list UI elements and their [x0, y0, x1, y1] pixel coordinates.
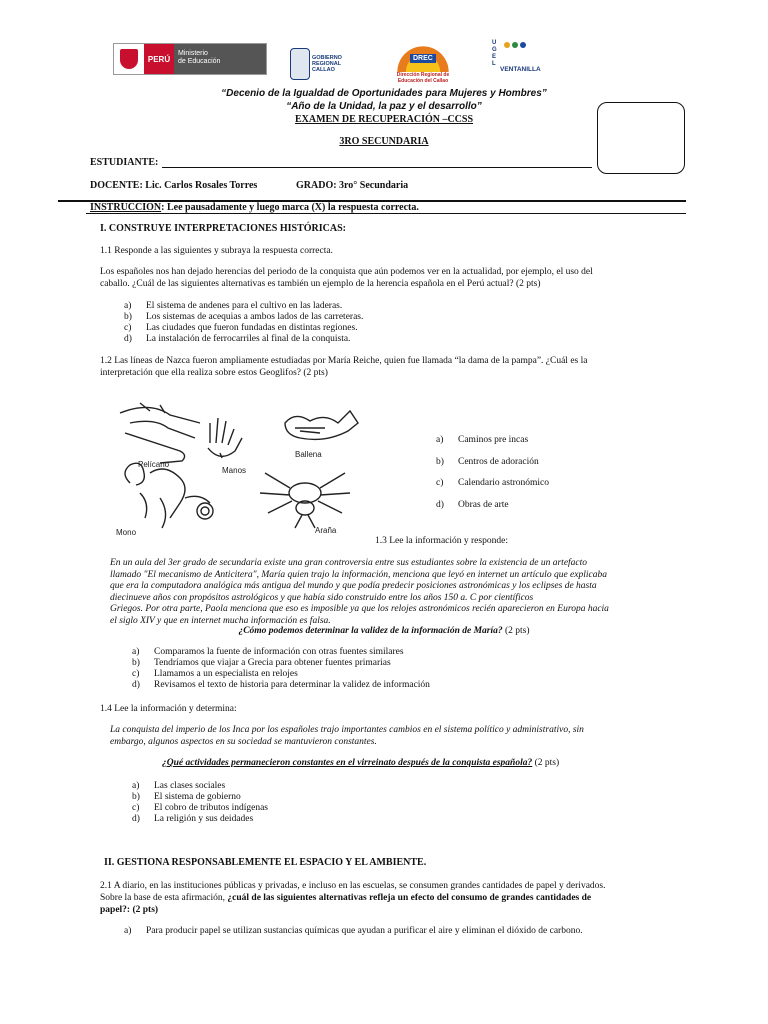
arana-glyph: [260, 473, 350, 528]
sun-icon: DREC: [393, 42, 453, 72]
q4-option[interactable]: b) El sistema de gobierno: [132, 792, 241, 802]
nazca-geoglyphs-figure: [110, 393, 362, 543]
q3-intro: 1.3 Lee la información y responde:: [375, 536, 508, 546]
q4-option[interactable]: a) Las clases sociales: [132, 781, 226, 791]
q1-option[interactable]: c) Las ciudades que fueron fundadas en distintas regiones.: [124, 323, 358, 333]
instruction-divider: [86, 213, 686, 214]
q2-option[interactable]: b) Centros de adoración: [436, 456, 539, 467]
motto-year: “Año de la Unidad, la paz y el desarrollo”: [286, 101, 482, 112]
q1-options: [124, 301, 363, 345]
q1-text: Los españoles nos han dejado herencias del periodo de la conquista que aún podemos ver en la actualidad, por ejemplo, el uso del caballo. ¿Cuál de las siguientes alternativas es también un ejemplo de la herencia española en el Perú actual? (2 pts): [100, 267, 593, 289]
teacher-label: DOCENTE: Lic. Carlos Rosales Torres: [90, 180, 258, 191]
q4-intro: 1.4 Lee la información y determina:: [100, 704, 237, 714]
q3-option[interactable]: d) Revisamos el texto de historia para determinar la validez de información: [132, 680, 430, 690]
label-arana: Araña: [315, 526, 337, 535]
q3-passage: En un aula del 3er grado de secundaria existe una gran controversia entre sus estudiantes sobre la existencia de un artefacto llamado "El mecanismo de Anticitera", María quien trajo la información, menciona que leyó en internet un artículo que explicaba que era la computadora analógica más antigua del mundo y que podía predecir posiciones astronómicas y los eclipses de hasta diecinueve años con propósitos astrológicos y que había sido construido entre los años 150 a. C por científicos Griegos. Por otra parte, Paola menciona que eso es imposible ya que los relojes astronómicos recién aparecieron en Europa hacia el siglo XIV y que en internet mucha información es falsa.: [110, 558, 609, 626]
q2-option[interactable]: d) Obras de arte: [436, 499, 509, 510]
q1-option[interactable]: b) Los sistemas de acequias a ambos lados de las carreteras.: [124, 312, 364, 322]
q3-options: [132, 647, 430, 691]
minedu-logo: [113, 43, 267, 75]
q2-option[interactable]: c) Calendario astronómico: [436, 478, 550, 488]
drec-logo: DREC Dirección Regional de Educación del Callao: [384, 42, 462, 88]
emblem-icon: [290, 48, 310, 80]
ugel-name: VENTANILLA: [500, 66, 541, 73]
exam-title: EXAMEN DE RECUPERACIÓN –CCSS: [294, 114, 474, 125]
score-box[interactable]: [597, 102, 685, 174]
label-manos: Manos: [222, 466, 247, 475]
ballena-glyph: [285, 411, 358, 439]
q2-option[interactable]: a) Caminos pre incas: [436, 435, 529, 445]
section1-title: I. CONSTRUYE INTERPRETACIONES HISTÓRICAS:: [100, 223, 346, 234]
q4-option[interactable]: c) El cobro de tributos indígenas: [132, 803, 268, 813]
q3-question: ¿Cómo podemos determinar la validez de la información de María? (2 pts): [238, 626, 530, 636]
q2-text: 1.2 Las líneas de Nazca fueron ampliamente estudiadas por María Reiche, quien fue llamada “la dama de la pampa”. ¿Cuál es la interpretación que ella realiza sobre estos Geoglifos? (2 pts): [100, 356, 588, 378]
grade-label: GRADO: 3ro° Secundaria: [296, 180, 409, 191]
q3-option[interactable]: a) Comparamos la fuente de información con otras fuentes similares: [132, 647, 404, 657]
s2-q1-option[interactable]: a) Para producir papel se utilizan sustancias químicas que ayudan a purificar el aire y eliminan el dióxido de carbono.: [124, 926, 583, 936]
pins-icon: [504, 42, 530, 60]
peru-shield-icon: [114, 44, 144, 74]
motto-decade: “Decenio de la Igualdad de Oportunidades para Mujeres y Hombres”: [221, 88, 547, 99]
label-mono: Mono: [116, 528, 137, 537]
q1-intro: 1.1 Responde a las siguientes y subraya la respuesta correcta.: [100, 246, 333, 256]
q4-passage: La conquista del imperio de los Inca por los españoles trajo importantes cambios en el sistema político y administrativo, sin embargo, algunos aspectos en su sociedad se mantuvieron constantes.: [110, 725, 584, 747]
mono-glyph: [125, 463, 213, 528]
q3-option[interactable]: b) Tendríamos que viajar a Grecia para obtener fuentes primarias: [132, 658, 391, 668]
q3-option[interactable]: c) Llamamos a un especialista en relojes: [132, 669, 298, 679]
label-ballena: Ballena: [295, 450, 322, 459]
label-pelicano: Pelícano: [138, 460, 170, 469]
student-name-line[interactable]: [162, 167, 592, 168]
section2-title: II. GESTIONA RESPONSABLEMENTE EL ESPACIO Y EL AMBIENTE.: [104, 857, 427, 868]
grade-title: 3RO SECUNDARIA: [339, 136, 429, 147]
logo-ministry: Ministerio de Educación: [174, 44, 266, 74]
ugel-logo: [490, 36, 541, 88]
q4-question: ¿Qué actividades permanecieron constantes en el virreinato después de la conquista española? (2 pts): [162, 758, 560, 768]
gobierno-regional-logo: GOBIERNO REGIONAL CALLAO: [290, 42, 350, 86]
s2-q1-text: 2.1 A diario, en las instituciones públicas y privadas, e incluso en las escuelas, se consumen grandes cantidades de papel y derivados. Sobre la base de esta afirmación, ¿cuál de las siguientes alternativas refleja un efecto del consumo de grandes cantidades de papel?: (2 pts): [100, 881, 606, 915]
ugel-letters: UGEL: [492, 40, 497, 67]
instruction: INSTRUCCION: Lee pausadamente y luego marca (X) la respuesta correcta.: [90, 202, 419, 213]
student-label: ESTUDIANTE:: [90, 157, 159, 168]
logo-country: PERÚ: [144, 44, 174, 74]
q1-option[interactable]: d) La instalación de ferrocarriles al final de la conquista.: [124, 334, 351, 344]
q4-options: [132, 781, 268, 825]
manos-glyph: [208, 418, 242, 458]
q2-options: [436, 430, 549, 516]
q1-option[interactable]: a) El sistema de andenes para el cultivo en las laderas.: [124, 301, 343, 311]
pelicano-glyph: [120, 403, 200, 463]
q4-option[interactable]: d) La religión y sus deidades: [132, 814, 254, 824]
